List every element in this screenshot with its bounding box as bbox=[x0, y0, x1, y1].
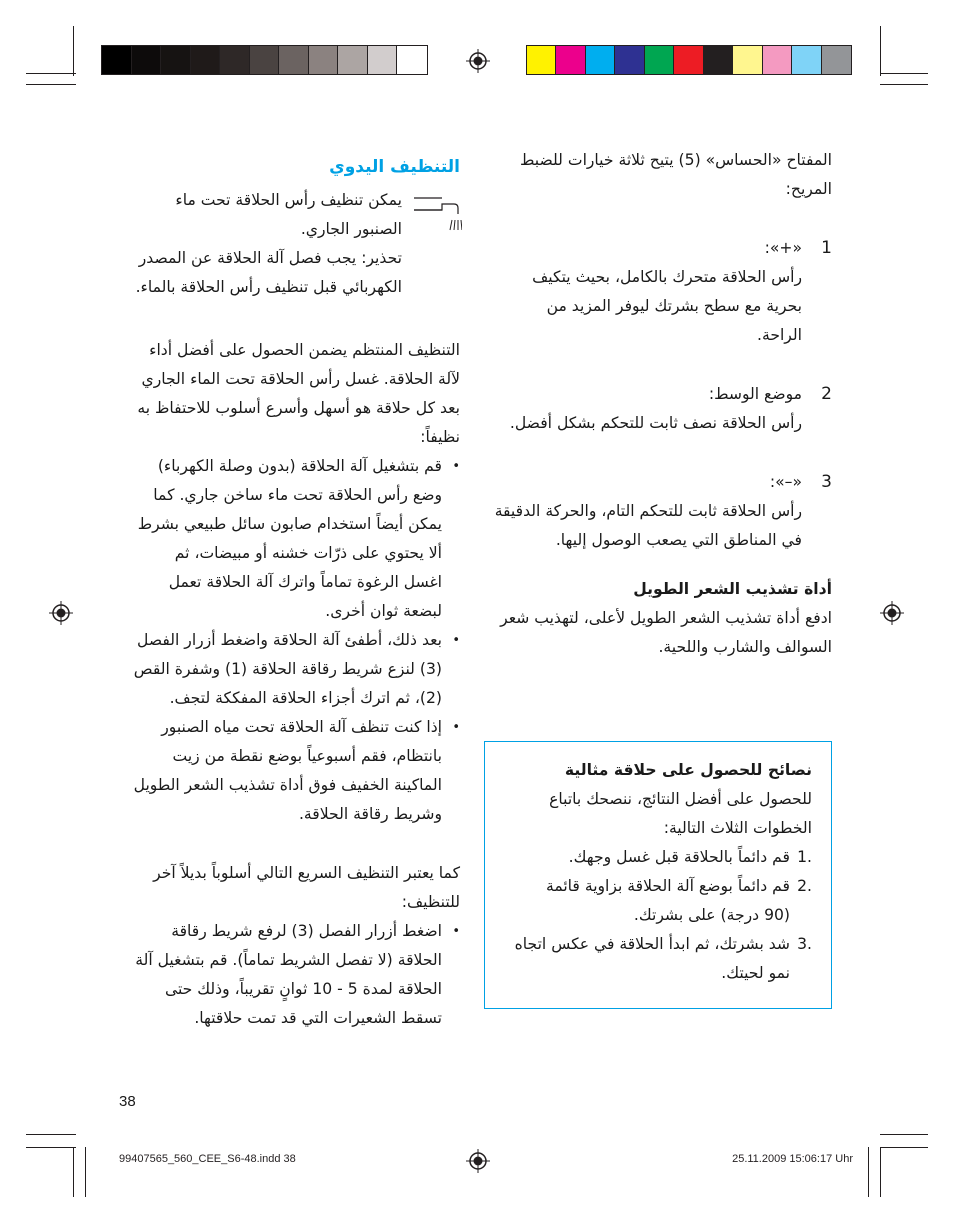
text-line: تسقط الشعيرات التي قد تمت حلاقتها. bbox=[194, 1009, 442, 1027]
text-line: قم بتشغيل آلة الحلاقة (بدون وصلة الكهرباء) bbox=[157, 457, 442, 475]
list-item bbox=[490, 380, 832, 438]
color-swatch bbox=[220, 46, 250, 74]
text-line: للتنظيف: bbox=[401, 893, 460, 911]
bullet-icon: • bbox=[452, 924, 460, 939]
grayscale-color-bar bbox=[101, 45, 428, 75]
text-line: اغسل الرغوة تماماً واترك آلة الحلاقة تعمل bbox=[168, 573, 442, 591]
crop-mark bbox=[880, 1147, 881, 1197]
footer-timestamp: 25.11.2009 15:06:17 Uhr bbox=[732, 1153, 853, 1165]
crop-mark bbox=[85, 1147, 86, 1197]
color-swatch bbox=[556, 46, 585, 74]
color-swatch bbox=[102, 46, 132, 74]
color-swatch bbox=[397, 46, 427, 74]
color-swatch bbox=[822, 46, 851, 74]
text-line: يمكن أيضاً استخدام صابون سائل طبيعي بشرط bbox=[137, 515, 442, 533]
text-line: (90 درجة) على بشرتك. bbox=[633, 906, 790, 924]
text-line: التنظيف المنتظم يضمن الحصول على أفضل أداء bbox=[149, 341, 460, 359]
text-line: قم دائماً بالحلاقة قبل غسل وجهك. bbox=[568, 848, 790, 866]
registration-mark-icon bbox=[880, 601, 904, 625]
registration-mark-icon bbox=[466, 49, 490, 73]
text-line: بعد ذلك، أطفئ آلة الحلاقة واضغط أزرار الفصل bbox=[137, 631, 442, 649]
crop-mark bbox=[73, 26, 74, 76]
page-number: 38 bbox=[119, 1093, 136, 1110]
text-line: لآلة الحلاقة. غسل رأس الحلاقة تحت الماء الجاري bbox=[141, 370, 460, 388]
text-line: (3) لنزع شريط رقاقة الحلاقة (1) وشفرة القص bbox=[133, 660, 442, 678]
faucet-note bbox=[115, 186, 460, 302]
manual-cleaning-heading: التنظيف اليدوي bbox=[329, 157, 460, 177]
list-item bbox=[115, 626, 460, 713]
registration-mark-icon bbox=[466, 1149, 490, 1173]
text-line: بانتظام، فقم أسبوعياً بوضع نقطة من زيت bbox=[172, 747, 442, 765]
list-item bbox=[490, 468, 832, 555]
list-item bbox=[115, 452, 460, 626]
crop-mark bbox=[880, 73, 928, 74]
color-swatch bbox=[674, 46, 703, 74]
color-swatch bbox=[645, 46, 674, 74]
crop-mark bbox=[880, 1134, 928, 1135]
crop-mark bbox=[73, 1147, 74, 1197]
text-line: لبضعة ثوان أخرى. bbox=[325, 602, 442, 620]
color-swatch bbox=[733, 46, 762, 74]
color-swatch bbox=[338, 46, 368, 74]
crop-mark bbox=[880, 84, 928, 85]
crop-mark bbox=[880, 26, 881, 76]
crop-mark bbox=[26, 1147, 76, 1148]
color-swatch bbox=[309, 46, 339, 74]
color-swatch bbox=[368, 46, 398, 74]
list-item bbox=[499, 930, 812, 988]
item-title: «–»: bbox=[769, 473, 802, 491]
text-line: الحلاقة لمدة 5 - 10 ثوانٍ تقريباً، وذلك حتى bbox=[164, 980, 442, 998]
text-line: الخطوات الثلاث التالية: bbox=[663, 819, 812, 837]
bullet-icon: • bbox=[452, 720, 460, 735]
quick-cleaning-intro bbox=[115, 859, 460, 917]
text-line: رأس الحلاقة متحرك بالكامل، بحيث يتكيف bbox=[532, 268, 802, 286]
text-line: اضغط أزرار الفصل (3) لرفع شريط رقاقة bbox=[171, 922, 442, 940]
text-line: الصنبور الجاري. bbox=[300, 220, 402, 238]
intro-paragraph bbox=[115, 336, 460, 452]
bullet-icon: • bbox=[452, 459, 460, 474]
item-number: 3 bbox=[821, 472, 832, 492]
text-line: الراحة. bbox=[757, 326, 802, 344]
text-line: المريح: bbox=[785, 180, 832, 198]
list-item bbox=[499, 843, 812, 872]
crop-mark bbox=[26, 1134, 76, 1135]
text-line: الحلاقة (لا تفصل الشريط تماماً). قم بتشغيل آلة bbox=[135, 951, 442, 969]
text-line: نظيفاً: bbox=[420, 428, 460, 446]
text-line: نمو لحيتك. bbox=[721, 964, 790, 982]
text-line: شد بشرتك، ثم ابدأ الحلاقة في عكس اتجاه bbox=[514, 935, 790, 953]
warning-text: تحذير: يجب فصل آلة الحلاقة عن المصدر bbox=[138, 249, 402, 267]
color-swatch bbox=[191, 46, 221, 74]
text-line: السوالف والشارب واللحية. bbox=[658, 638, 832, 656]
registration-mark-icon bbox=[49, 601, 73, 625]
crop-mark bbox=[880, 1147, 928, 1148]
color-swatch bbox=[704, 46, 733, 74]
color-swatch bbox=[615, 46, 644, 74]
item-number: .1 bbox=[797, 848, 812, 866]
text-line: بحرية مع سطح بشرتك ليوفر المزيد من bbox=[546, 297, 802, 315]
shaving-tips-box bbox=[484, 741, 832, 1009]
color-swatch bbox=[250, 46, 280, 74]
sensitive-switch-section bbox=[490, 146, 832, 662]
crop-mark bbox=[26, 73, 76, 74]
switch-intro bbox=[490, 146, 832, 204]
manual-cleaning-section bbox=[115, 152, 460, 1033]
text-line: في المناطق التي يصعب الوصول إليها. bbox=[555, 531, 802, 549]
text-line: بعد كل حلاقة هو أسهل وأسرع أسلوب للاحتفاظ به bbox=[137, 399, 460, 417]
text-line: (2)، ثم اترك أجزاء الحلاقة المفككة لتجف. bbox=[169, 689, 442, 707]
text-line: كما يعتبر التنظيف السريع التالي أسلوباً بديلاً آخر bbox=[153, 864, 460, 882]
color-swatch bbox=[132, 46, 162, 74]
text-line: المفتاح «الحساس» (5) يتيح ثلاثة خيارات للضبط bbox=[519, 151, 832, 169]
text-line: قم دائماً بوضع آلة الحلاقة بزاوية قائمة bbox=[545, 877, 790, 895]
color-swatch bbox=[527, 46, 556, 74]
bullet-icon: • bbox=[452, 633, 460, 648]
color-swatch bbox=[279, 46, 309, 74]
text-line: رأس الحلاقة ثابت للتحكم التام، والحركة الدقيقة bbox=[494, 502, 802, 520]
text-line: يمكن تنظيف رأس الحلاقة تحت ماء bbox=[175, 191, 402, 209]
item-number: .2 bbox=[797, 877, 812, 895]
trimmer-heading: أداة تشذيب الشعر الطويل bbox=[633, 580, 832, 598]
item-number: 2 bbox=[821, 384, 832, 404]
list-item bbox=[115, 713, 460, 829]
text-line: للحصول على أفضل النتائج، ننصحك باتباع bbox=[549, 790, 812, 808]
text-line: الماكينة الخفيف فوق أداة تشذيب الشعر الطويل bbox=[133, 776, 442, 794]
item-title: «+»: bbox=[764, 239, 802, 257]
tips-heading: نصائح للحصول على حلاقة مثالية bbox=[564, 761, 812, 779]
item-number: 1 bbox=[821, 238, 832, 258]
process-color-bar bbox=[526, 45, 852, 75]
trimmer-section bbox=[490, 575, 832, 662]
warning-text: الكهربائي قبل تنظيف رأس الحلاقة بالماء. bbox=[135, 278, 402, 296]
text-line: وضع رأس الحلاقة تحت ماء ساخن جاري. كما bbox=[153, 486, 442, 504]
item-title: موضع الوسط: bbox=[708, 385, 802, 403]
text-line: ادفع أداة تشذيب الشعر الطويل لأعلى، لتهذيب شعر bbox=[500, 609, 832, 627]
crop-mark bbox=[868, 1147, 869, 1197]
color-swatch bbox=[792, 46, 821, 74]
text-line: إذا كنت تنظف آلة الحلاقة تحت مياه الصنبور bbox=[161, 718, 442, 736]
footer-file-name: 99407565_560_CEE_S6-48.indd 38 bbox=[119, 1153, 296, 1165]
color-swatch bbox=[763, 46, 792, 74]
text-line: وشريط رقاقة الحلاقة. bbox=[298, 805, 442, 823]
text-line: رأس الحلاقة نصف ثابت للتحكم بشكل أفضل. bbox=[509, 414, 802, 432]
color-swatch bbox=[586, 46, 615, 74]
color-swatch bbox=[161, 46, 191, 74]
list-item bbox=[115, 917, 460, 1033]
list-item bbox=[490, 234, 832, 350]
text-line: ألا يحتوي على ذرّات خشنه أو مبيضات، ثم bbox=[174, 544, 442, 562]
item-number: .3 bbox=[797, 935, 812, 953]
crop-mark bbox=[26, 84, 76, 85]
list-item bbox=[499, 872, 812, 930]
